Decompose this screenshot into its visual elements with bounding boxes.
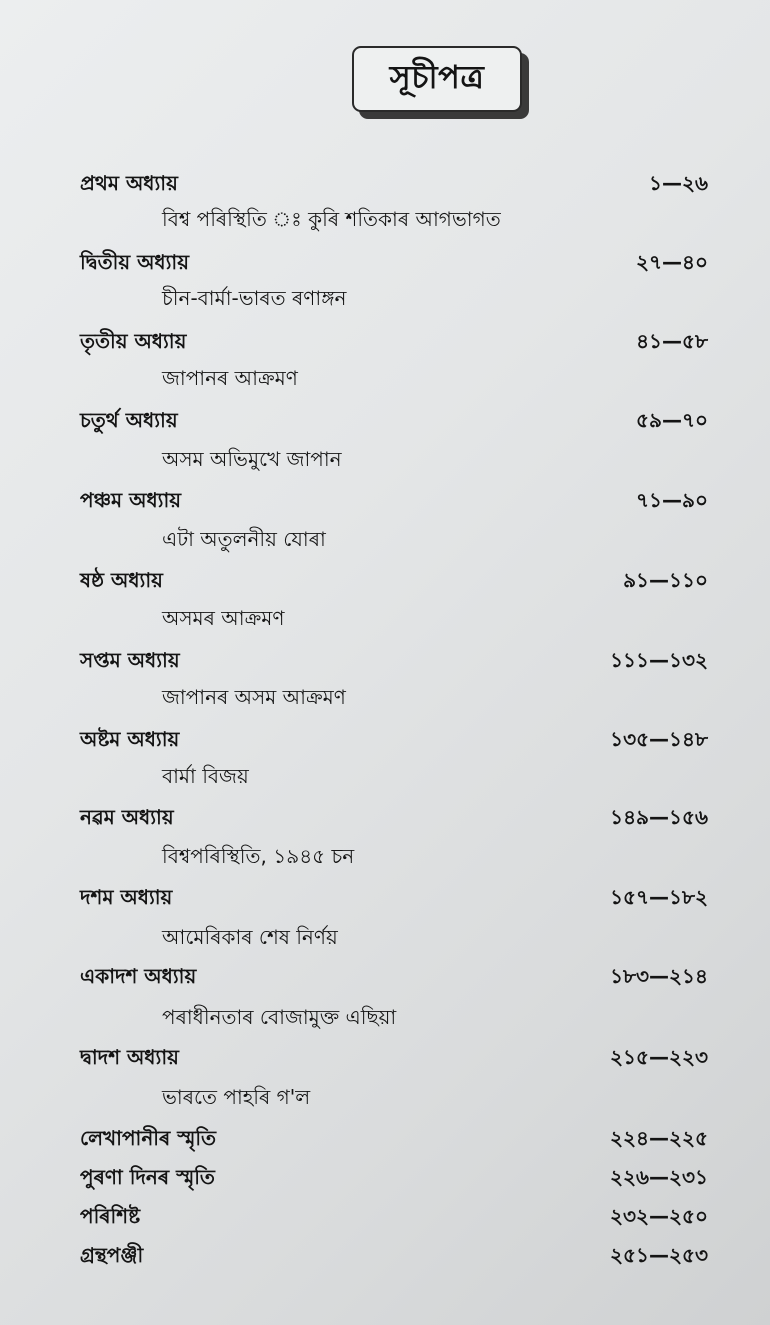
toc-entry[interactable] bbox=[80, 802, 708, 836]
chapter-title: চতুৰ্থ অধ্যায় bbox=[80, 407, 178, 432]
page-title: সূচীপত্ৰ bbox=[389, 58, 485, 96]
toc-entry[interactable] bbox=[80, 247, 708, 281]
page-range: ১৪৯—১৫৬ bbox=[610, 804, 708, 829]
toc-entry[interactable] bbox=[80, 326, 708, 360]
page-range: ২১৫—২২৩ bbox=[610, 1044, 708, 1069]
page-range: ১৩৫—১৪৮ bbox=[610, 726, 708, 751]
section-title: পুৰণা দিনৰ স্মৃতি bbox=[80, 1164, 215, 1189]
chapter-subtitle: বিশ্বপৰিস্থিতি, ১৯৪৫ চন bbox=[162, 843, 355, 868]
chapter-title: তৃতীয় অধ্যায় bbox=[80, 328, 187, 353]
chapter-title: দশম অধ্যায় bbox=[80, 884, 173, 909]
chapter-title: ষষ্ঠ অধ্যায় bbox=[80, 567, 163, 592]
page-range: ৪১—৫৮ bbox=[636, 328, 708, 353]
heading-box bbox=[352, 46, 522, 112]
page-range: ২৭—৪০ bbox=[636, 249, 708, 274]
page-range: ১৮৩—২১৪ bbox=[610, 963, 708, 988]
page-range: ২২৪—২২৫ bbox=[610, 1125, 708, 1150]
chapter-title: দ্বাদশ অধ্যায় bbox=[80, 1044, 179, 1069]
page-range: ১১১—১৩২ bbox=[610, 647, 708, 672]
section-title: লেখাপানীৰ স্মৃতি bbox=[80, 1125, 217, 1150]
page-range: ২৩২—২৫০ bbox=[610, 1203, 708, 1228]
page-range: ১৫৭—১৮২ bbox=[610, 884, 708, 909]
chapter-subtitle: বাৰ্মা বিজয় bbox=[162, 763, 249, 788]
toc-entry[interactable] bbox=[80, 405, 708, 439]
toc-entry[interactable] bbox=[80, 882, 708, 916]
section-title: গ্ৰন্থপঞ্জী bbox=[80, 1242, 144, 1267]
chapter-title: পঞ্চম অধ্যায় bbox=[80, 487, 182, 512]
toc-entry[interactable] bbox=[80, 724, 708, 758]
toc-entry[interactable] bbox=[80, 961, 708, 995]
toc-entry[interactable] bbox=[80, 1162, 708, 1196]
chapter-subtitle: অসমৰ আক্ৰমণ bbox=[162, 605, 285, 630]
chapter-subtitle: অসম অভিমুখে জাপান bbox=[162, 446, 342, 471]
chapter-title: একাদশ অধ্যায় bbox=[80, 963, 197, 988]
toc-entry[interactable] bbox=[80, 1240, 708, 1274]
chapter-title: অষ্টম অধ্যায় bbox=[80, 726, 180, 751]
chapter-subtitle: ভাৰতে পাহৰি গ'ল bbox=[162, 1084, 311, 1109]
chapter-subtitle: এটা অতুলনীয় যোৰা bbox=[162, 526, 326, 551]
chapter-title: নৱম অধ্যায় bbox=[80, 804, 174, 829]
chapter-subtitle: আমেৰিকাৰ শেষ নিৰ্ণয় bbox=[162, 924, 338, 949]
chapter-subtitle: বিশ্ব পৰিস্থিতি ঃ কুৰি শতিকাৰ আগভাগত bbox=[162, 206, 501, 231]
chapter-subtitle: পৰাধীনতাৰ বোজামুক্ত এছিয়া bbox=[162, 1004, 397, 1029]
chapter-title: সপ্তম অধ্যায় bbox=[80, 647, 180, 672]
toc-entry[interactable] bbox=[80, 485, 708, 519]
page-range: ৯১—১১০ bbox=[623, 567, 708, 592]
chapter-subtitle: জাপানৰ আক্ৰমণ bbox=[162, 365, 298, 390]
page-range: ১—২৬ bbox=[649, 170, 708, 195]
toc-entry[interactable] bbox=[80, 645, 708, 679]
toc-entry[interactable] bbox=[80, 1042, 708, 1076]
page-range: ৫৯—৭০ bbox=[636, 407, 708, 432]
toc-entry[interactable] bbox=[80, 1201, 708, 1235]
toc-entry[interactable] bbox=[80, 168, 708, 202]
toc-entry[interactable] bbox=[80, 565, 708, 599]
page-range: ২৫১—২৫৩ bbox=[610, 1242, 708, 1267]
page-range: ২২৬—২৩১ bbox=[610, 1164, 708, 1189]
section-title: পৰিশিষ্ট bbox=[80, 1203, 141, 1228]
chapter-subtitle: জাপানৰ অসম আক্ৰমণ bbox=[162, 684, 346, 709]
chapter-title: প্ৰথম অধ্যায় bbox=[80, 170, 178, 195]
page-range: ৭১—৯০ bbox=[636, 487, 708, 512]
chapter-subtitle: চীন-বাৰ্মা-ভাৰত ৰণাঙ্গন bbox=[162, 285, 347, 310]
toc-entry[interactable] bbox=[80, 1123, 708, 1157]
chapter-title: দ্বিতীয় অধ্যায় bbox=[80, 249, 189, 274]
